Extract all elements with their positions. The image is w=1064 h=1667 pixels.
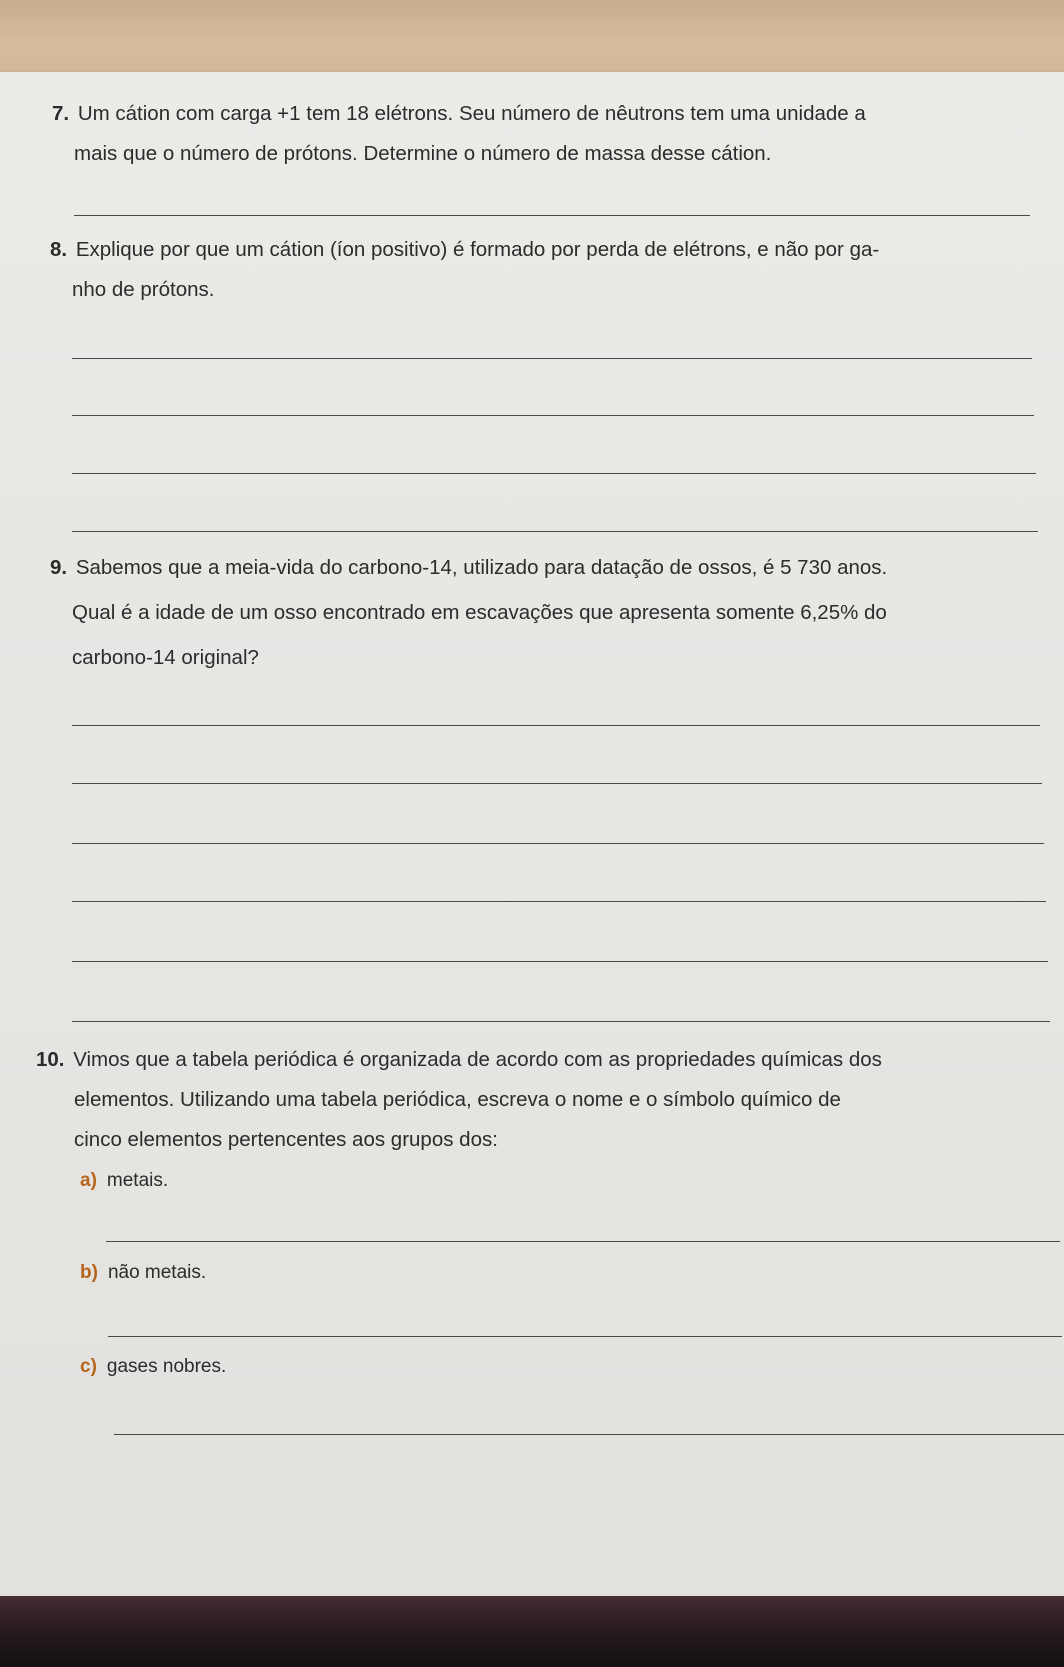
question-line: Um cátion com carga +1 tem 18 elétrons. Seu número de nêutrons tem uma unidade a (77, 102, 866, 125)
sub-item-letter: c) (80, 1356, 97, 1377)
answer-line[interactable] (72, 783, 1042, 784)
answer-line[interactable] (106, 1241, 1060, 1242)
question-line: Explique por que um cátion (íon positivo) é formado por perda de elétrons, e não por ga- (75, 238, 880, 261)
sub-item-text: não metais. (107, 1262, 207, 1283)
answer-line[interactable] (74, 215, 1030, 216)
table-surface-top (0, 0, 1064, 80)
question-line: cinco elementos pertencentes aos grupos dos: (74, 1128, 498, 1151)
question-line: elementos. Utilizando uma tabela periódica, escreva o nome e o símbolo químico de (74, 1088, 841, 1111)
sub-item-text: gases nobres. (106, 1356, 227, 1377)
question-number: 9. (50, 556, 68, 579)
answer-line[interactable] (72, 901, 1046, 902)
sub-item-letter: b) (80, 1262, 98, 1283)
answer-line[interactable] (72, 531, 1038, 532)
answer-line[interactable] (72, 961, 1048, 962)
answer-line[interactable] (108, 1336, 1062, 1337)
answer-line[interactable] (114, 1434, 1064, 1435)
question-line: Vimos que a tabela periódica é organizada de acordo com as propriedades químicas dos (73, 1048, 882, 1071)
question-line: nho de prótons. (72, 278, 215, 301)
worksheet-page (0, 72, 1064, 1602)
answer-line[interactable] (72, 725, 1040, 726)
answer-line[interactable] (72, 473, 1036, 474)
answer-line[interactable] (72, 415, 1034, 416)
question-line: Sabemos que a meia-vida do carbono-14, utilizado para datação de ossos, é 5 730 anos. (75, 556, 888, 579)
answer-line[interactable] (72, 843, 1044, 844)
sub-item-c (80, 1356, 226, 1378)
answer-line[interactable] (72, 358, 1032, 359)
question-number: 10. (36, 1048, 65, 1071)
question-number: 7. (52, 102, 70, 125)
table-surface-bottom (0, 1596, 1064, 1667)
question-line: mais que o número de prótons. Determine o número de massa desse cátion. (74, 142, 772, 165)
sub-item-a (80, 1170, 168, 1192)
sub-item-text: metais. (106, 1170, 169, 1191)
question-number: 8. (50, 238, 68, 261)
answer-line[interactable] (72, 1021, 1050, 1022)
sub-item-b (80, 1262, 206, 1284)
question-line: carbono-14 original? (72, 646, 259, 669)
question-line: Qual é a idade de um osso encontrado em escavações que apresenta somente 6,25% do (72, 601, 887, 624)
sub-item-letter: a) (80, 1170, 97, 1191)
